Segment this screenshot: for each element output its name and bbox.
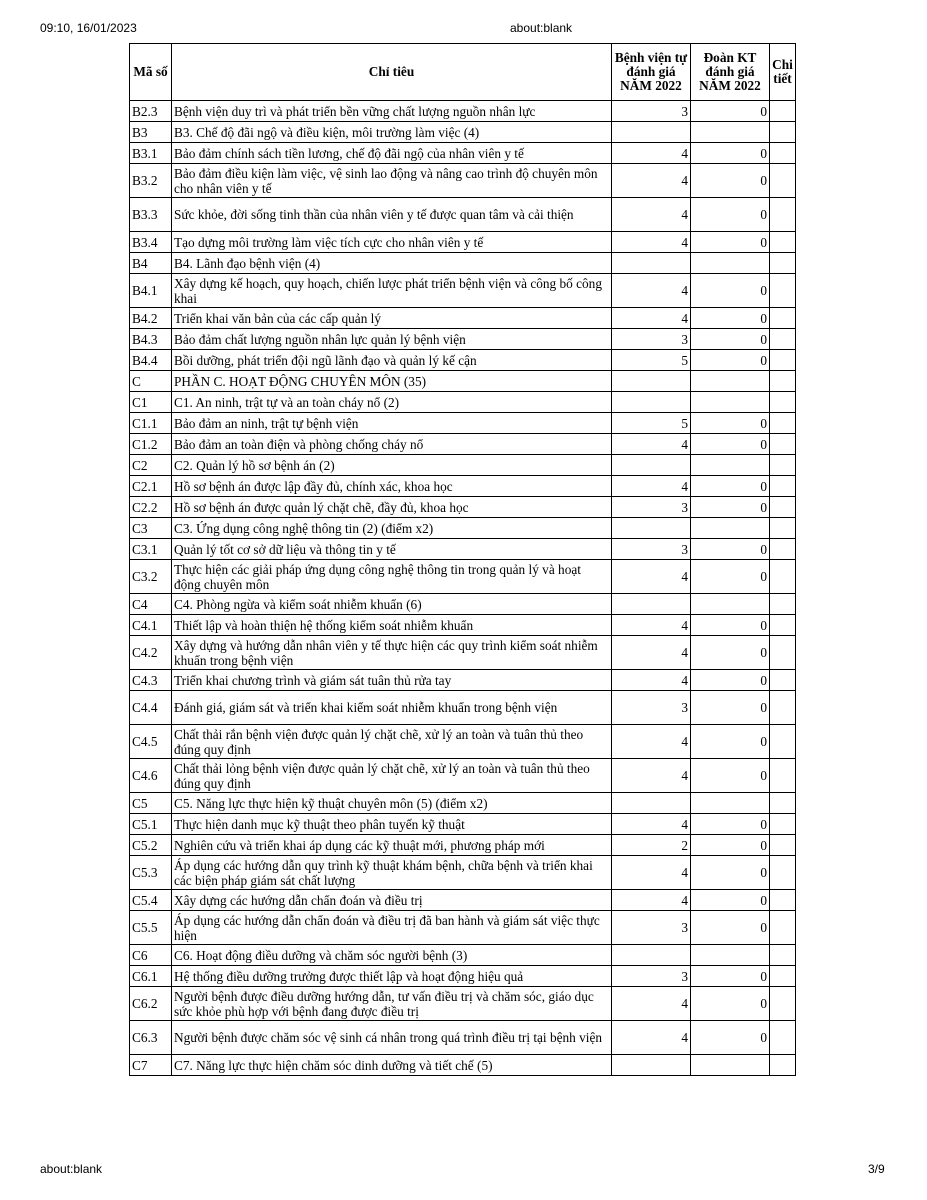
table-row (130, 670, 796, 691)
table-row (130, 122, 796, 143)
self-score-cell (612, 594, 691, 615)
table-row (130, 945, 796, 966)
detail-cell (770, 392, 796, 413)
detail-cell (770, 413, 796, 434)
team-score-cell: 0 (691, 308, 770, 329)
footer-page-number: 3/9 (868, 1162, 885, 1176)
detail-cell (770, 636, 796, 670)
team-score-cell (691, 594, 770, 615)
table-row (130, 1021, 796, 1055)
table-row (130, 725, 796, 759)
header-criterion: Chỉ tiêu (172, 44, 612, 101)
detail-cell (770, 911, 796, 945)
table-row (130, 497, 796, 518)
table-row (130, 274, 796, 308)
code-cell: B4.3 (130, 329, 172, 350)
detail-cell (770, 143, 796, 164)
detail-cell (770, 434, 796, 455)
code-cell: C5.3 (130, 856, 172, 890)
self-score-cell: 3 (612, 966, 691, 987)
criterion-cell: Bồi dưỡng, phát triển đội ngũ lãnh đạo và quản lý kế cận (172, 350, 612, 371)
detail-cell (770, 670, 796, 691)
code-cell: B3.2 (130, 164, 172, 198)
self-score-cell: 4 (612, 814, 691, 835)
criterion-cell: Hồ sơ bệnh án được quản lý chặt chẽ, đầy đủ, khoa học (172, 497, 612, 518)
criterion-cell: Thực hiện các giải pháp ứng dụng công nghệ thông tin trong quản lý và hoạt động chuyên môn (172, 560, 612, 594)
detail-cell (770, 615, 796, 636)
criterion-cell: Chất thải lỏng bệnh viện được quản lý chặt chẽ, xử lý an toàn và tuân thủ theo đúng quy định (172, 759, 612, 793)
code-cell: B3.1 (130, 143, 172, 164)
self-score-cell: 4 (612, 232, 691, 253)
detail-cell (770, 1055, 796, 1076)
table-row (130, 143, 796, 164)
table-row (130, 560, 796, 594)
team-score-cell: 0 (691, 232, 770, 253)
code-cell: C2.1 (130, 476, 172, 497)
table-row (130, 793, 796, 814)
detail-cell (770, 594, 796, 615)
team-score-cell (691, 518, 770, 539)
criterion-cell: Triển khai văn bản của các cấp quản lý (172, 308, 612, 329)
criterion-cell: Quản lý tốt cơ sở dữ liệu và thông tin y tế (172, 539, 612, 560)
detail-cell (770, 560, 796, 594)
criterion-cell: Thiết lập và hoàn thiện hệ thống kiểm soát nhiễm khuẩn (172, 615, 612, 636)
code-cell: C6.3 (130, 1021, 172, 1055)
team-score-cell: 0 (691, 636, 770, 670)
code-cell: B4.2 (130, 308, 172, 329)
criterion-cell: C3. Ứng dụng công nghệ thông tin (2) (điểm x2) (172, 518, 612, 539)
table-row (130, 987, 796, 1021)
criterion-cell: Áp dụng các hướng dẫn quy trình kỹ thuật khám bệnh, chữa bệnh và triển khai các biện pháp giám sát chất lượng (172, 856, 612, 890)
criterion-cell: Bệnh viện duy trì và phát triển bền vững chất lượng nguồn nhân lực (172, 101, 612, 122)
criterion-cell: B4. Lãnh đạo bệnh viện (4) (172, 253, 612, 274)
code-cell: C3.2 (130, 560, 172, 594)
table-row (130, 329, 796, 350)
code-cell: C4 (130, 594, 172, 615)
table-row (130, 890, 796, 911)
detail-cell (770, 1021, 796, 1055)
code-cell: C5.4 (130, 890, 172, 911)
team-score-cell: 0 (691, 670, 770, 691)
code-cell: B3.4 (130, 232, 172, 253)
team-score-cell: 0 (691, 539, 770, 560)
table-row (130, 198, 796, 232)
code-cell: C4.5 (130, 725, 172, 759)
self-score-cell: 4 (612, 476, 691, 497)
code-cell: C5.2 (130, 835, 172, 856)
criterion-cell: C2. Quản lý hồ sơ bệnh án (2) (172, 455, 612, 476)
detail-cell (770, 725, 796, 759)
team-score-cell (691, 1055, 770, 1076)
team-score-cell: 0 (691, 476, 770, 497)
detail-cell (770, 793, 796, 814)
self-score-cell: 4 (612, 670, 691, 691)
team-score-cell: 0 (691, 725, 770, 759)
code-cell: C4.6 (130, 759, 172, 793)
criterion-cell: Đánh giá, giám sát và triển khai kiểm soát nhiễm khuẩn trong bệnh viện (172, 691, 612, 725)
self-score-cell: 5 (612, 413, 691, 434)
header-code: Mã số (130, 44, 172, 101)
criterion-cell: Tạo dựng môi trường làm việc tích cực cho nhân viên y tế (172, 232, 612, 253)
table-row (130, 759, 796, 793)
detail-cell (770, 455, 796, 476)
detail-cell (770, 835, 796, 856)
criterion-cell: Hệ thống điều dưỡng trưởng được thiết lập và hoạt động hiệu quả (172, 966, 612, 987)
table-row (130, 1055, 796, 1076)
table-body (130, 101, 796, 1076)
self-score-cell (612, 392, 691, 413)
code-cell: C6 (130, 945, 172, 966)
criteria-table (129, 43, 796, 1076)
detail-cell (770, 890, 796, 911)
team-score-cell (691, 253, 770, 274)
detail-cell (770, 198, 796, 232)
table-row (130, 856, 796, 890)
detail-cell (770, 759, 796, 793)
table-row (130, 966, 796, 987)
table-row (130, 911, 796, 945)
self-score-cell: 4 (612, 856, 691, 890)
self-score-cell: 3 (612, 497, 691, 518)
team-score-cell: 0 (691, 691, 770, 725)
self-score-cell: 4 (612, 434, 691, 455)
self-score-cell: 4 (612, 759, 691, 793)
team-score-cell: 0 (691, 835, 770, 856)
header-self-assessment: Bệnh viện tự đánh giá NĂM 2022 (612, 44, 691, 101)
table-row (130, 350, 796, 371)
team-score-cell: 0 (691, 434, 770, 455)
self-score-cell: 3 (612, 539, 691, 560)
self-score-cell (612, 518, 691, 539)
detail-cell (770, 253, 796, 274)
code-cell: C4.1 (130, 615, 172, 636)
criterion-cell: Người bệnh được điều dưỡng hướng dẫn, tư vấn điều trị và chăm sóc, giáo dục sức khỏe phù hợp với bệnh đang được điều trị (172, 987, 612, 1021)
criterion-cell: Bảo đảm chính sách tiền lương, chế độ đãi ngộ của nhân viên y tế (172, 143, 612, 164)
criterion-cell: C7. Năng lực thực hiện chăm sóc dinh dưỡng và tiết chế (5) (172, 1055, 612, 1076)
self-score-cell: 4 (612, 636, 691, 670)
code-cell: B4 (130, 253, 172, 274)
detail-cell (770, 329, 796, 350)
team-score-cell: 0 (691, 497, 770, 518)
self-score-cell: 4 (612, 308, 691, 329)
criterion-cell: Hồ sơ bệnh án được lập đầy đủ, chính xác, khoa học (172, 476, 612, 497)
table-row (130, 308, 796, 329)
code-cell: C4.2 (130, 636, 172, 670)
table-row (130, 539, 796, 560)
code-cell: C4.3 (130, 670, 172, 691)
table-row (130, 392, 796, 413)
detail-cell (770, 966, 796, 987)
code-cell: B2.3 (130, 101, 172, 122)
code-cell: C2 (130, 455, 172, 476)
criterion-cell: Bảo đảm an ninh, trật tự bệnh viện (172, 413, 612, 434)
code-cell: C5.5 (130, 911, 172, 945)
self-score-cell: 5 (612, 350, 691, 371)
detail-cell (770, 164, 796, 198)
team-score-cell: 0 (691, 856, 770, 890)
team-score-cell: 0 (691, 615, 770, 636)
table-row (130, 455, 796, 476)
self-score-cell: 4 (612, 164, 691, 198)
criterion-cell: Bảo đảm điều kiện làm việc, vệ sinh lao động và nâng cao trình độ chuyên môn cho nhân viên y tế (172, 164, 612, 198)
self-score-cell: 3 (612, 691, 691, 725)
self-score-cell (612, 793, 691, 814)
detail-cell (770, 987, 796, 1021)
self-score-cell: 3 (612, 101, 691, 122)
detail-cell (770, 856, 796, 890)
print-timestamp: 09:10, 16/01/2023 (40, 21, 137, 35)
self-score-cell (612, 1055, 691, 1076)
table-row (130, 814, 796, 835)
criterion-cell: C1. An ninh, trật tự và an toàn cháy nổ (2) (172, 392, 612, 413)
criterion-cell: Bảo đảm an toàn điện và phòng chống cháy nổ (172, 434, 612, 455)
criterion-cell: Triển khai chương trình và giám sát tuân thủ rửa tay (172, 670, 612, 691)
criterion-cell: Xây dựng kế hoạch, quy hoạch, chiến lược phát triển bệnh viện và công bố công khai (172, 274, 612, 308)
criterion-cell: Chất thải rắn bệnh viện được quản lý chặt chẽ, xử lý an toàn và tuân thủ theo đúng quy định (172, 725, 612, 759)
team-score-cell: 0 (691, 413, 770, 434)
detail-cell (770, 945, 796, 966)
team-score-cell: 0 (691, 560, 770, 594)
self-score-cell: 4 (612, 725, 691, 759)
table-row (130, 101, 796, 122)
team-score-cell: 0 (691, 987, 770, 1021)
code-cell: C3.1 (130, 539, 172, 560)
team-score-cell (691, 455, 770, 476)
self-score-cell: 4 (612, 198, 691, 232)
self-score-cell: 3 (612, 911, 691, 945)
table-row (130, 164, 796, 198)
code-cell: B3.3 (130, 198, 172, 232)
self-score-cell (612, 253, 691, 274)
code-cell: C1 (130, 392, 172, 413)
team-score-cell: 0 (691, 101, 770, 122)
self-score-cell: 2 (612, 835, 691, 856)
table-row (130, 476, 796, 497)
self-score-cell: 4 (612, 987, 691, 1021)
self-score-cell: 4 (612, 560, 691, 594)
team-score-cell: 0 (691, 890, 770, 911)
code-cell: C5 (130, 793, 172, 814)
code-cell: B4.1 (130, 274, 172, 308)
table-row (130, 615, 796, 636)
self-score-cell (612, 122, 691, 143)
code-cell: C1.1 (130, 413, 172, 434)
code-cell: C6.2 (130, 987, 172, 1021)
criterion-cell: C6. Hoạt động điều dưỡng và chăm sóc người bệnh (3) (172, 945, 612, 966)
code-cell: B4.4 (130, 350, 172, 371)
table-row (130, 636, 796, 670)
criterion-cell: Nghiên cứu và triển khai áp dụng các kỹ thuật mới, phương pháp mới (172, 835, 612, 856)
criterion-cell: C5. Năng lực thực hiện kỹ thuật chuyên môn (5) (điểm x2) (172, 793, 612, 814)
code-cell: C4.4 (130, 691, 172, 725)
table-row (130, 413, 796, 434)
self-score-cell: 4 (612, 615, 691, 636)
code-cell: C7 (130, 1055, 172, 1076)
detail-cell (770, 232, 796, 253)
detail-cell (770, 814, 796, 835)
detail-cell (770, 274, 796, 308)
code-cell: C6.1 (130, 966, 172, 987)
table-header-row (130, 44, 796, 101)
team-score-cell: 0 (691, 274, 770, 308)
detail-cell (770, 350, 796, 371)
self-score-cell: 4 (612, 274, 691, 308)
team-score-cell: 0 (691, 350, 770, 371)
team-score-cell (691, 945, 770, 966)
code-cell: C (130, 371, 172, 392)
table-row (130, 691, 796, 725)
team-score-cell: 0 (691, 198, 770, 232)
code-cell: C1.2 (130, 434, 172, 455)
team-score-cell: 0 (691, 1021, 770, 1055)
self-score-cell: 3 (612, 329, 691, 350)
detail-cell (770, 122, 796, 143)
detail-cell (770, 539, 796, 560)
table-row (130, 434, 796, 455)
header-detail: Chi tiết (770, 44, 796, 101)
table-row (130, 232, 796, 253)
detail-cell (770, 371, 796, 392)
print-page-url: about:blank (510, 21, 573, 35)
detail-cell (770, 476, 796, 497)
code-cell: B3 (130, 122, 172, 143)
team-score-cell: 0 (691, 911, 770, 945)
criterion-cell: B3. Chế độ đãi ngộ và điều kiện, môi trường làm việc (4) (172, 122, 612, 143)
detail-cell (770, 691, 796, 725)
self-score-cell: 4 (612, 890, 691, 911)
team-score-cell: 0 (691, 814, 770, 835)
self-score-cell (612, 371, 691, 392)
criterion-cell: Xây dựng các hướng dẫn chẩn đoán và điều trị (172, 890, 612, 911)
team-score-cell (691, 122, 770, 143)
team-score-cell (691, 371, 770, 392)
team-score-cell (691, 392, 770, 413)
code-cell: C3 (130, 518, 172, 539)
self-score-cell (612, 455, 691, 476)
detail-cell (770, 101, 796, 122)
table-row (130, 518, 796, 539)
criterion-cell: Bảo đảm chất lượng nguồn nhân lực quản lý bệnh viện (172, 329, 612, 350)
team-score-cell: 0 (691, 143, 770, 164)
table-row (130, 835, 796, 856)
team-score-cell: 0 (691, 966, 770, 987)
table-row (130, 253, 796, 274)
table-row (130, 371, 796, 392)
code-cell: C2.2 (130, 497, 172, 518)
criterion-cell: Xây dựng và hướng dẫn nhân viên y tế thực hiện các quy trình kiểm soát nhiễm khuẩn trong bệnh viện (172, 636, 612, 670)
detail-cell (770, 308, 796, 329)
footer-url: about:blank (40, 1162, 103, 1176)
table-row (130, 594, 796, 615)
team-score-cell: 0 (691, 329, 770, 350)
criterion-cell: Thực hiện danh mục kỹ thuật theo phân tuyến kỹ thuật (172, 814, 612, 835)
criterion-cell: Người bệnh được chăm sóc vệ sinh cá nhân trong quá trình điều trị tại bệnh viện (172, 1021, 612, 1055)
criterion-cell: Áp dụng các hướng dẫn chẩn đoán và điều trị đã ban hành và giám sát việc thực hiện (172, 911, 612, 945)
header-team-assessment: Đoàn KT đánh giá NĂM 2022 (691, 44, 770, 101)
team-score-cell (691, 793, 770, 814)
self-score-cell: 4 (612, 1021, 691, 1055)
criterion-cell: Sức khỏe, đời sống tinh thần của nhân viên y tế được quan tâm và cải thiện (172, 198, 612, 232)
self-score-cell: 4 (612, 143, 691, 164)
team-score-cell: 0 (691, 164, 770, 198)
self-score-cell (612, 945, 691, 966)
detail-cell (770, 518, 796, 539)
team-score-cell: 0 (691, 759, 770, 793)
criterion-cell: C4. Phòng ngừa và kiểm soát nhiễm khuẩn (6) (172, 594, 612, 615)
detail-cell (770, 497, 796, 518)
code-cell: C5.1 (130, 814, 172, 835)
criterion-cell: PHẦN C. HOẠT ĐỘNG CHUYÊN MÔN (35) (172, 371, 612, 392)
